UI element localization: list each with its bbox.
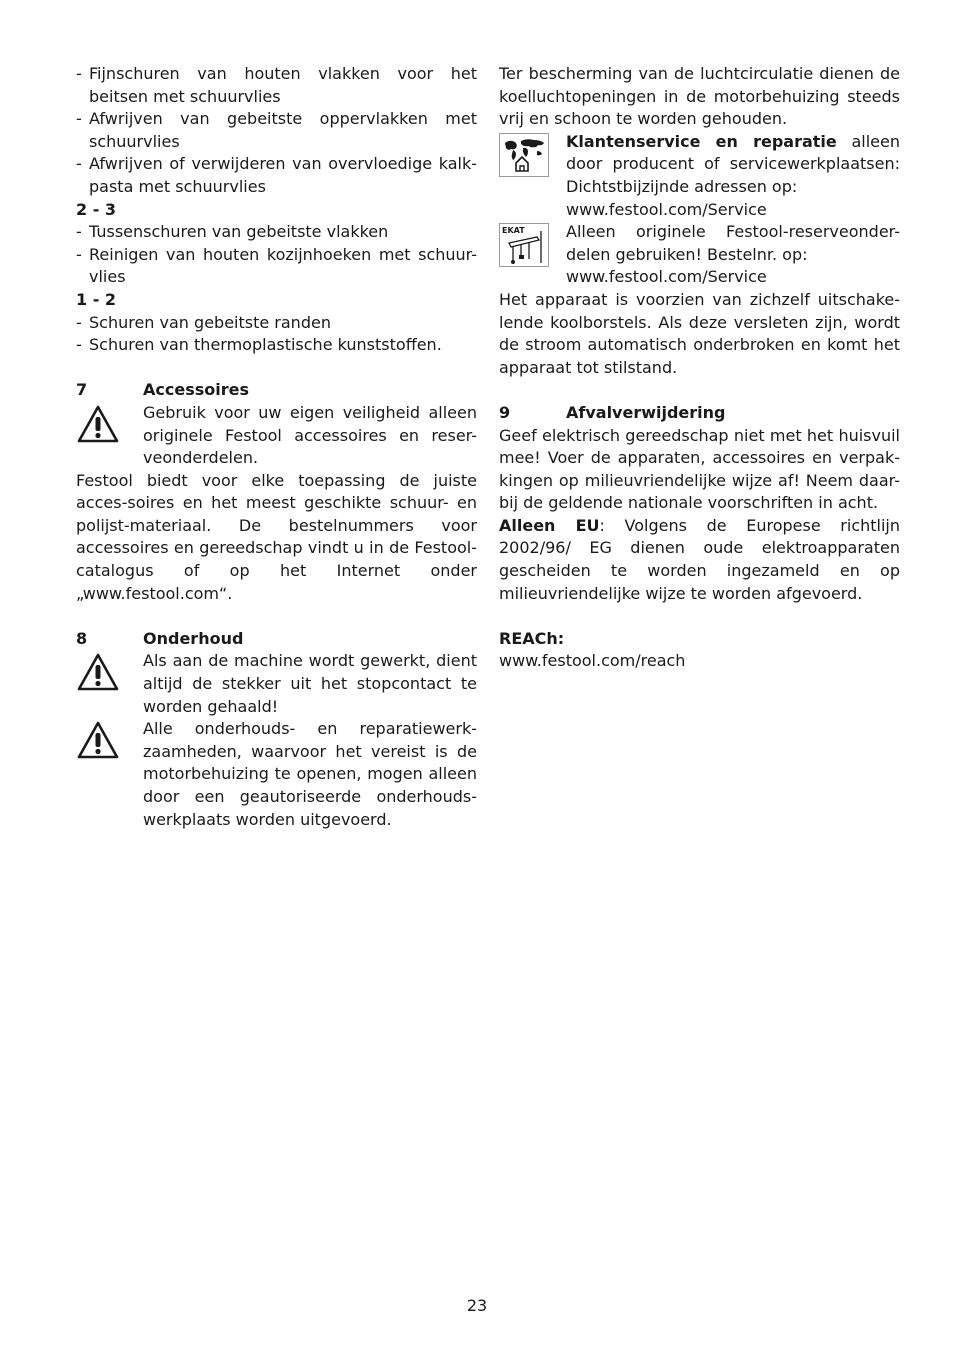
group-label-1-2: 1 - 2 xyxy=(76,289,117,309)
list-item-text: Reinigen van houten kozijnhoeken met schuur-vlies xyxy=(89,244,477,287)
ekat-icon-label: EKAT xyxy=(502,226,525,236)
right-column xyxy=(499,63,900,673)
warning-block xyxy=(76,402,477,470)
list-item-text: Afwrijven of verwijderen van overvloedige kalk-pasta met schuurvlies xyxy=(89,154,477,196)
list-item: - Tussenschuren van gebeitste vlakken xyxy=(76,222,389,242)
ekat-url: www.festool.com/Service xyxy=(566,267,767,287)
section-heading-afvalverwijdering xyxy=(499,402,900,425)
list-item: - Schuren van gebeitste randen xyxy=(76,312,331,332)
section-number: 8 xyxy=(76,628,88,648)
section-heading-accessoires xyxy=(76,379,477,402)
list-item-text: Fijnschuren van houten vlakken voor het beitsen met schuurvlies xyxy=(89,64,477,106)
warning-triangle-icon xyxy=(76,720,120,760)
list-item-text: Schuren van thermoplastische kunststoffen. xyxy=(89,335,442,355)
service-text: alleen door producent of servicewerkplaatsen: Dichtstbijzijnde adressen op: xyxy=(566,131,900,196)
service-url: www.festool.com/Service xyxy=(566,199,767,219)
warning-text: Alle onderhouds- en reparatiewerk-zaamheden, waarvoor het vereist is de motorbehuizing te openen, mogen alleen door een geautoriseerde onderhouds-werkplaats worden uitgevoerd. xyxy=(143,719,477,829)
section-number: 9 xyxy=(499,402,511,422)
section-title: Afvalverwijdering xyxy=(566,402,726,422)
ekat-text: Alleen originele Festool-reserveonder-delen gebruiken! Bestelnr. op: xyxy=(566,222,900,264)
reach-url: www.festool.com/reach xyxy=(499,651,686,671)
warning-text: Als aan de machine wordt gewerkt, dient altijd de stekker uit het stopcontact te worden gehaald! xyxy=(143,651,477,716)
paragraph-eu xyxy=(499,515,900,605)
warning-triangle-icon xyxy=(76,652,120,692)
paragraph: Ter bescherming van de luchtcirculatie dienen de koelluchtopeningen in de motorbehuizing steeds vrij en schoon te worden gehouden. xyxy=(499,64,900,129)
list-item-text: Schuren van gebeitste randen xyxy=(89,312,331,332)
warning-text: Gebruik voor uw eigen veiligheid alleen originele Festool accessoires en reser-veonderdelen. xyxy=(143,402,477,468)
ekat-spare-parts-icon xyxy=(499,223,549,267)
page-number: 23 xyxy=(466,1296,488,1315)
section-title: Accessoires xyxy=(143,380,249,400)
list-item: - Schuren van thermoplastische kunststoffen. xyxy=(76,335,442,355)
warning-block xyxy=(76,718,477,831)
list-item: - Reinigen van houten kozijnhoeken met schuur-vlies xyxy=(76,244,477,287)
list-item: - Fijnschuren van houten vlakken voor het beitsen met schuurvlies xyxy=(76,64,477,106)
eu-text: : Volgens de Europese richtlijn 2002/96/ EG dienen oude elektroapparaten gescheiden te worden ingezameld en op milieuvriendelijke wijze te worden afgevoerd. xyxy=(499,515,901,603)
group-label-2-3: 2 - 3 xyxy=(76,199,117,219)
section-number: 7 xyxy=(76,380,88,400)
reach-title: REACh: xyxy=(499,628,565,648)
left-column xyxy=(76,63,477,831)
service-block xyxy=(499,131,900,221)
section-heading-onderhoud xyxy=(76,628,477,651)
paragraph: Festool biedt voor elke toepassing de juiste acces-soires en het meest geschikte schuur- en polijst-materiaal. De bestelnummers voor accessoires en gereedschap vindt u in de Festool-catalogus of op het Internet onder „www.festool.com“. xyxy=(76,470,477,603)
service-title: Klantenservice en reparatie xyxy=(566,131,837,151)
world-service-icon xyxy=(499,133,549,177)
paragraph: Geef elektrisch gereedschap niet met het huisvuil mee! Voer de apparaten, accessoires en verpak-kingen op milieuvriendelijke wijze af! Neem daar-bij de geldende nationale voorschriften in acht. xyxy=(499,425,900,513)
paragraph: Het apparaat is voorzien van zichzelf uitschake-lende koolborstels. Als deze versleten zijn, wordt de stroom automatisch onderbroken en komt het apparaat tot stilstand. xyxy=(499,289,900,377)
warning-block xyxy=(76,650,477,718)
ekat-block xyxy=(499,221,900,289)
eu-label: Alleen EU xyxy=(499,515,600,535)
list-item-text: Afwrijven van gebeitste oppervlakken met schuurvlies xyxy=(89,109,477,151)
section-title: Onderhoud xyxy=(143,628,244,648)
list-item: - Afwrijven of verwijderen van overvloedige kalk-pasta met schuurvlies xyxy=(76,154,477,196)
list-item: - Afwrijven van gebeitste oppervlakken met schuurvlies xyxy=(76,109,477,151)
warning-triangle-icon xyxy=(76,404,120,444)
list-item-text: Tussenschuren van gebeitste vlakken xyxy=(89,222,389,242)
